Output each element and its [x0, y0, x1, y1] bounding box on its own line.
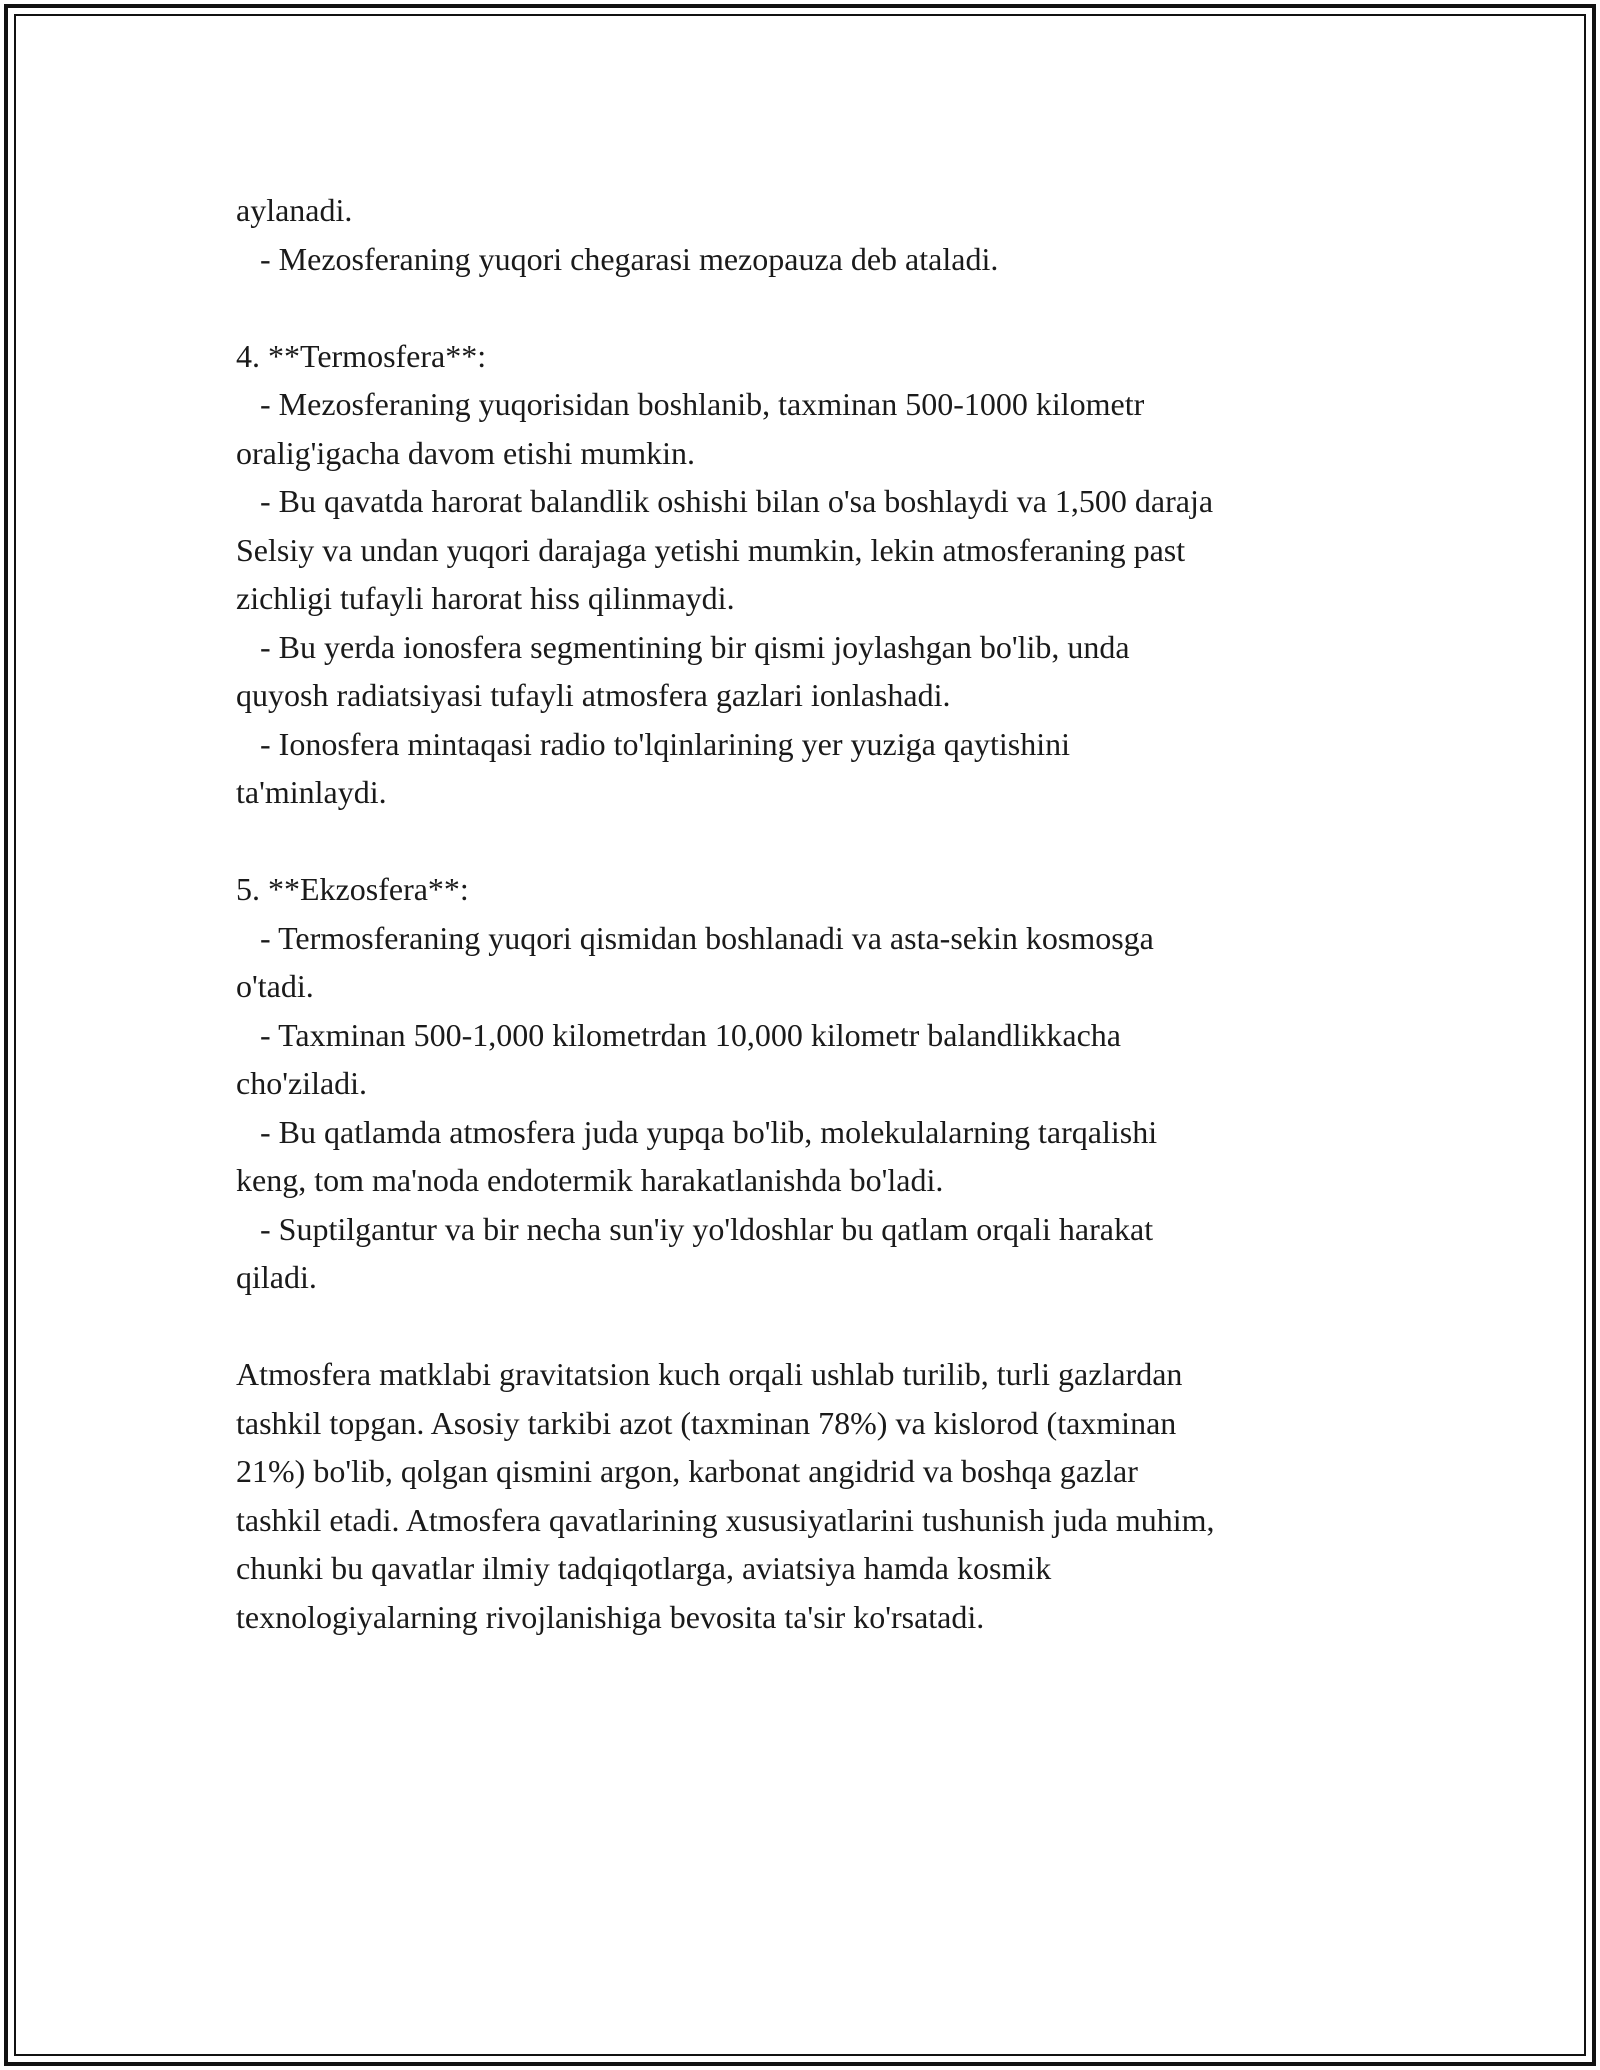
text-line: Selsiy va undan yuqori darajaga yetishi mumkin, lekin atmosferaning past	[236, 531, 1186, 568]
bullet-line: - Ionosfera mintaqasi radio to'lqinlarining yer yuziga qaytishini	[236, 725, 1070, 762]
conclusion-line: 21%) bo'lib, qolgan qismini argon, karbonat angidrid va boshqa gazlar	[236, 1453, 1138, 1489]
conclusion-line: texnologiyalarning rivojlanishiga bevosita ta'sir ko'rsatadi.	[236, 1598, 985, 1635]
bullet-line: - Termosferaning yuqori qismidan boshlanadi va asta-sekin kosmosga	[236, 919, 1154, 956]
paragraph-spacer	[236, 817, 1396, 866]
conclusion-line: chunki bu qavatlar ilmiy tadqiqotlarga, aviatsiya hamda kosmik	[236, 1550, 1052, 1586]
bullet-line: - Suptilgantur va bir necha sun'iy yo'ldoshlar bu qatlam orqali harakat	[236, 1210, 1154, 1247]
text-line: keng, tom ma'noda endotermik harakatlanishda bo'ladi.	[236, 1162, 944, 1198]
text-line: ta'minlaydi.	[236, 774, 387, 810]
text-line: oralig'igacha davom etishi mumkin.	[236, 434, 695, 471]
bullet-line: - Bu qavatda harorat balandlik oshishi bilan o'sa boshlaydi va 1,500 daraja	[236, 483, 1214, 519]
conclusion-line: tashkil topgan. Asosiy tarkibi azot (taxminan 78%) va kislorod (taxminan	[236, 1404, 1177, 1441]
document-body	[236, 186, 1396, 1641]
section-heading-ekzosfera: 5. **Ekzosfera**:	[236, 871, 469, 907]
bullet-line: - Bu qatlamda atmosfera juda yupqa bo'lib, molekulalarning tarqalishi	[236, 1113, 1158, 1150]
bullet-line: - Mezosferaning yuqori chegarasi mezopauza deb ataladi.	[236, 240, 999, 277]
conclusion-line: tashkil etadi. Atmosfera qavatlarining xususiyatlarini tushunish juda muhim,	[236, 1501, 1215, 1538]
section-heading-termosfera: 4. **Termosfera**:	[236, 337, 487, 374]
text-line: zichligi tufayli harorat hiss qilinmaydi.	[236, 580, 735, 616]
paragraph-spacer	[236, 1302, 1396, 1351]
text-line: aylanadi.	[236, 192, 353, 228]
conclusion-line: Atmosfera matklabi gravitatsion kuch orqali ushlab turilib, turli gazlardan	[236, 1356, 1183, 1392]
bullet-line: - Mezosferaning yuqorisidan boshlanib, taxminan 500-1000 kilometr	[236, 386, 1145, 422]
bullet-line: - Taxminan 500-1,000 kilometrdan 10,000 kilometr balandlikkacha	[236, 1016, 1121, 1053]
paragraph-spacer	[236, 283, 1396, 332]
bullet-line: - Bu yerda ionosfera segmentining bir qismi joylashgan bo'lib, unda	[236, 628, 1130, 665]
text-line: quyosh radiatsiyasi tufayli atmosfera gazlari ionlashadi.	[236, 677, 951, 713]
text-line: cho'ziladi.	[236, 1065, 368, 1101]
text-line: o'tadi.	[236, 968, 314, 1004]
text-line: qiladi.	[236, 1259, 317, 1295]
